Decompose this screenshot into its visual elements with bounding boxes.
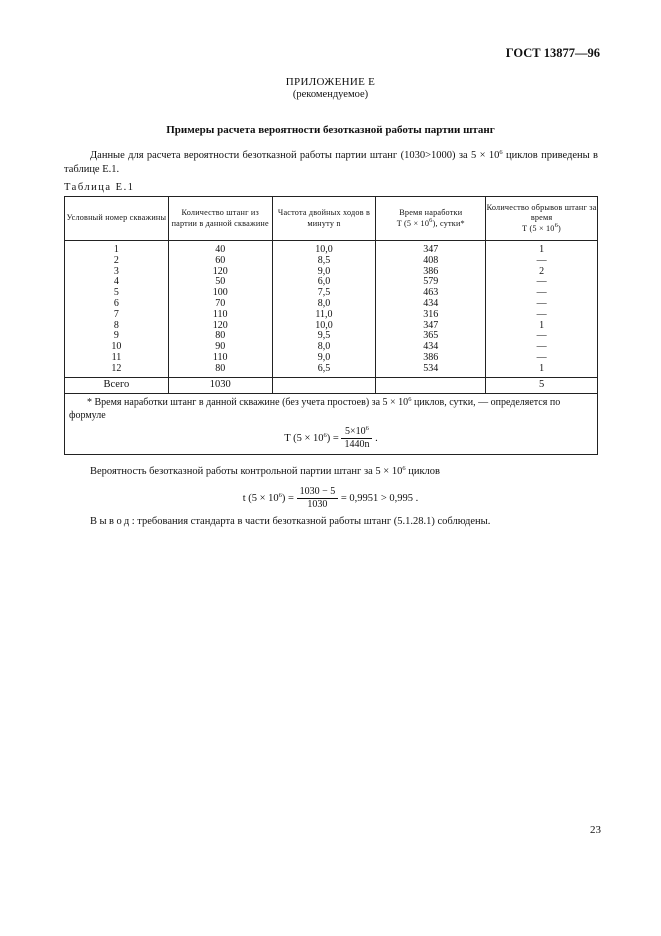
table-cell: 110 bbox=[212, 351, 228, 363]
table-cell: 365 bbox=[423, 330, 439, 342]
table-cell: 347 bbox=[423, 319, 439, 331]
document-code: ГОСТ 13877—96 bbox=[505, 46, 600, 60]
table-cell: 11,0 bbox=[315, 308, 333, 320]
table-cell: 9,0 bbox=[317, 265, 331, 277]
table-cell: 9 bbox=[113, 330, 119, 342]
table-cell: 1 bbox=[113, 244, 119, 255]
table-body-row bbox=[65, 241, 598, 378]
table-header-row bbox=[65, 197, 598, 241]
table-total-row bbox=[65, 377, 598, 393]
table-cell: 11 bbox=[111, 351, 122, 363]
table-label: Таблица Е.1 bbox=[64, 182, 135, 193]
col-failures bbox=[486, 241, 598, 378]
table-footnote: * Время наработки штанг в данной скважине (без учета простоев) за $5 \times 10^6$ циклов, сутки, — определяется по формуле T $(5 \times 10^6)$ = $\frac{5\times 10^6}{1440n}$ . bbox=[65, 393, 598, 454]
table-footnote-row bbox=[65, 393, 598, 454]
col-well-number bbox=[65, 241, 169, 378]
intro-text-after: циклов приведены в таблице Е.1. bbox=[64, 150, 599, 175]
header-stroke-frequency: Частота двойных ходов в минуту n bbox=[272, 197, 376, 241]
probability-fraction: $\frac{1030 - 5}{1030}$ bbox=[297, 486, 339, 511]
table-cell: 3 bbox=[113, 265, 119, 277]
table-cell: 1 bbox=[539, 244, 545, 255]
table-cell: 80 bbox=[215, 330, 226, 342]
section-title: Примеры расчета вероятности безотказной работы партии штанг bbox=[166, 124, 495, 136]
table-cell: 6,5 bbox=[317, 362, 331, 374]
header-failures: Количество обрывов штанг за время T $(5 \times 10^6)$ bbox=[486, 197, 598, 241]
appendix-title: ПРИЛОЖЕНИЕ Е bbox=[285, 76, 376, 88]
table-cell: 4 bbox=[113, 276, 119, 288]
probability-formula: t $(5 \times 10^6)$ = $\frac{1030 - 5}{1030}$ = 0,9951 > 0,995 . bbox=[242, 486, 419, 510]
table-cell: 12 bbox=[111, 362, 122, 374]
table-cell: — bbox=[536, 276, 547, 288]
probability-text: Вероятность безотказной работы контрольной партии штанг за $5 \times 10^6$ циклов bbox=[90, 465, 440, 477]
table-cell: 120 bbox=[212, 319, 228, 331]
table-cell: — bbox=[536, 254, 547, 266]
table-cell: — bbox=[536, 308, 547, 320]
intro-paragraph bbox=[64, 149, 598, 177]
table-cell: 5 bbox=[113, 287, 119, 299]
header-operating-time: Время наработки T $(5 \times 10^6)$, сутки* bbox=[376, 197, 486, 241]
table-cell: 7 bbox=[113, 308, 119, 320]
table-cell: 50 bbox=[215, 276, 226, 288]
table-cell: 434 bbox=[423, 297, 439, 309]
table-cell: 347 bbox=[423, 244, 439, 255]
footnote-fraction: $\frac{5\times 10^6}{1440n}$ bbox=[341, 426, 372, 451]
table-cell: — bbox=[536, 341, 547, 353]
table-cell: 434 bbox=[423, 341, 439, 353]
conclusion-lead: Вывод bbox=[90, 516, 132, 527]
intro-sup: 6 bbox=[499, 149, 503, 156]
table-cell: 100 bbox=[212, 287, 228, 299]
total-count: 1030 bbox=[168, 377, 272, 393]
table-cell: 60 bbox=[215, 254, 226, 266]
table-cell: 2 bbox=[539, 265, 545, 277]
table-cell: 40 bbox=[215, 244, 226, 255]
col-rod-count bbox=[168, 241, 272, 378]
table-cell: 1 bbox=[539, 362, 545, 374]
conclusion bbox=[90, 516, 490, 527]
table-cell: 6,0 bbox=[317, 276, 331, 288]
table-cell: 8,5 bbox=[317, 254, 331, 266]
intro-text-before: Данные для расчета вероятности безотказной работы партии штанг (1030>1000) за 5 × 10 bbox=[90, 150, 500, 161]
table-cell: 9,0 bbox=[317, 351, 331, 363]
table-cell: 6 bbox=[113, 297, 119, 309]
table-cell: 120 bbox=[212, 265, 228, 277]
table-cell: 386 bbox=[423, 265, 439, 277]
header-well-number: Условный номер скважины bbox=[65, 197, 169, 241]
table-cell: 7,5 bbox=[317, 287, 331, 299]
appendix-subtitle: (рекомендуемое) bbox=[292, 89, 369, 100]
data-table bbox=[64, 196, 598, 455]
table-cell: 110 bbox=[212, 308, 228, 320]
table-cell: 386 bbox=[423, 351, 439, 363]
table-cell: 408 bbox=[423, 254, 439, 266]
table-cell: — bbox=[536, 287, 547, 299]
table-cell: 80 bbox=[215, 362, 226, 374]
table-cell: — bbox=[536, 351, 547, 363]
table-cell: 534 bbox=[423, 362, 439, 374]
header-rod-count: Количество штанг из партии в данной скважине bbox=[168, 197, 272, 241]
table-cell: 90 bbox=[215, 341, 226, 353]
table-cell: 8,0 bbox=[317, 297, 331, 309]
total-failures: 5 bbox=[486, 377, 598, 393]
table-cell: — bbox=[536, 330, 547, 342]
page-number: 23 bbox=[590, 824, 601, 836]
table-cell: 10 bbox=[111, 341, 122, 353]
conclusion-text: : требования стандарта в части безотказной работы штанг (5.1.28.1) соблюдены. bbox=[131, 516, 491, 527]
table-cell: 8,0 bbox=[317, 341, 331, 353]
table-cell: 10,0 bbox=[315, 319, 333, 331]
table-cell: 70 bbox=[215, 297, 226, 309]
table-cell: — bbox=[536, 297, 547, 309]
total-empty-2 bbox=[376, 377, 486, 393]
table-cell: 579 bbox=[423, 276, 439, 288]
table-cell: 10,0 bbox=[315, 244, 333, 255]
table-cell: 9,5 bbox=[317, 330, 331, 342]
total-label: Всего bbox=[65, 377, 169, 393]
table-cell: 1 bbox=[539, 319, 545, 331]
total-empty-1 bbox=[272, 377, 376, 393]
table-cell: 8 bbox=[113, 319, 119, 331]
footnote-formula: T $(5 \times 10^6)$ = $\frac{5\times 10^6}{1440n}$ . bbox=[284, 424, 378, 450]
table-cell: 316 bbox=[423, 308, 439, 320]
table-cell: 463 bbox=[423, 287, 439, 299]
col-stroke-frequency bbox=[272, 241, 376, 378]
col-operating-time bbox=[376, 241, 486, 378]
table-cell: 2 bbox=[113, 254, 119, 266]
